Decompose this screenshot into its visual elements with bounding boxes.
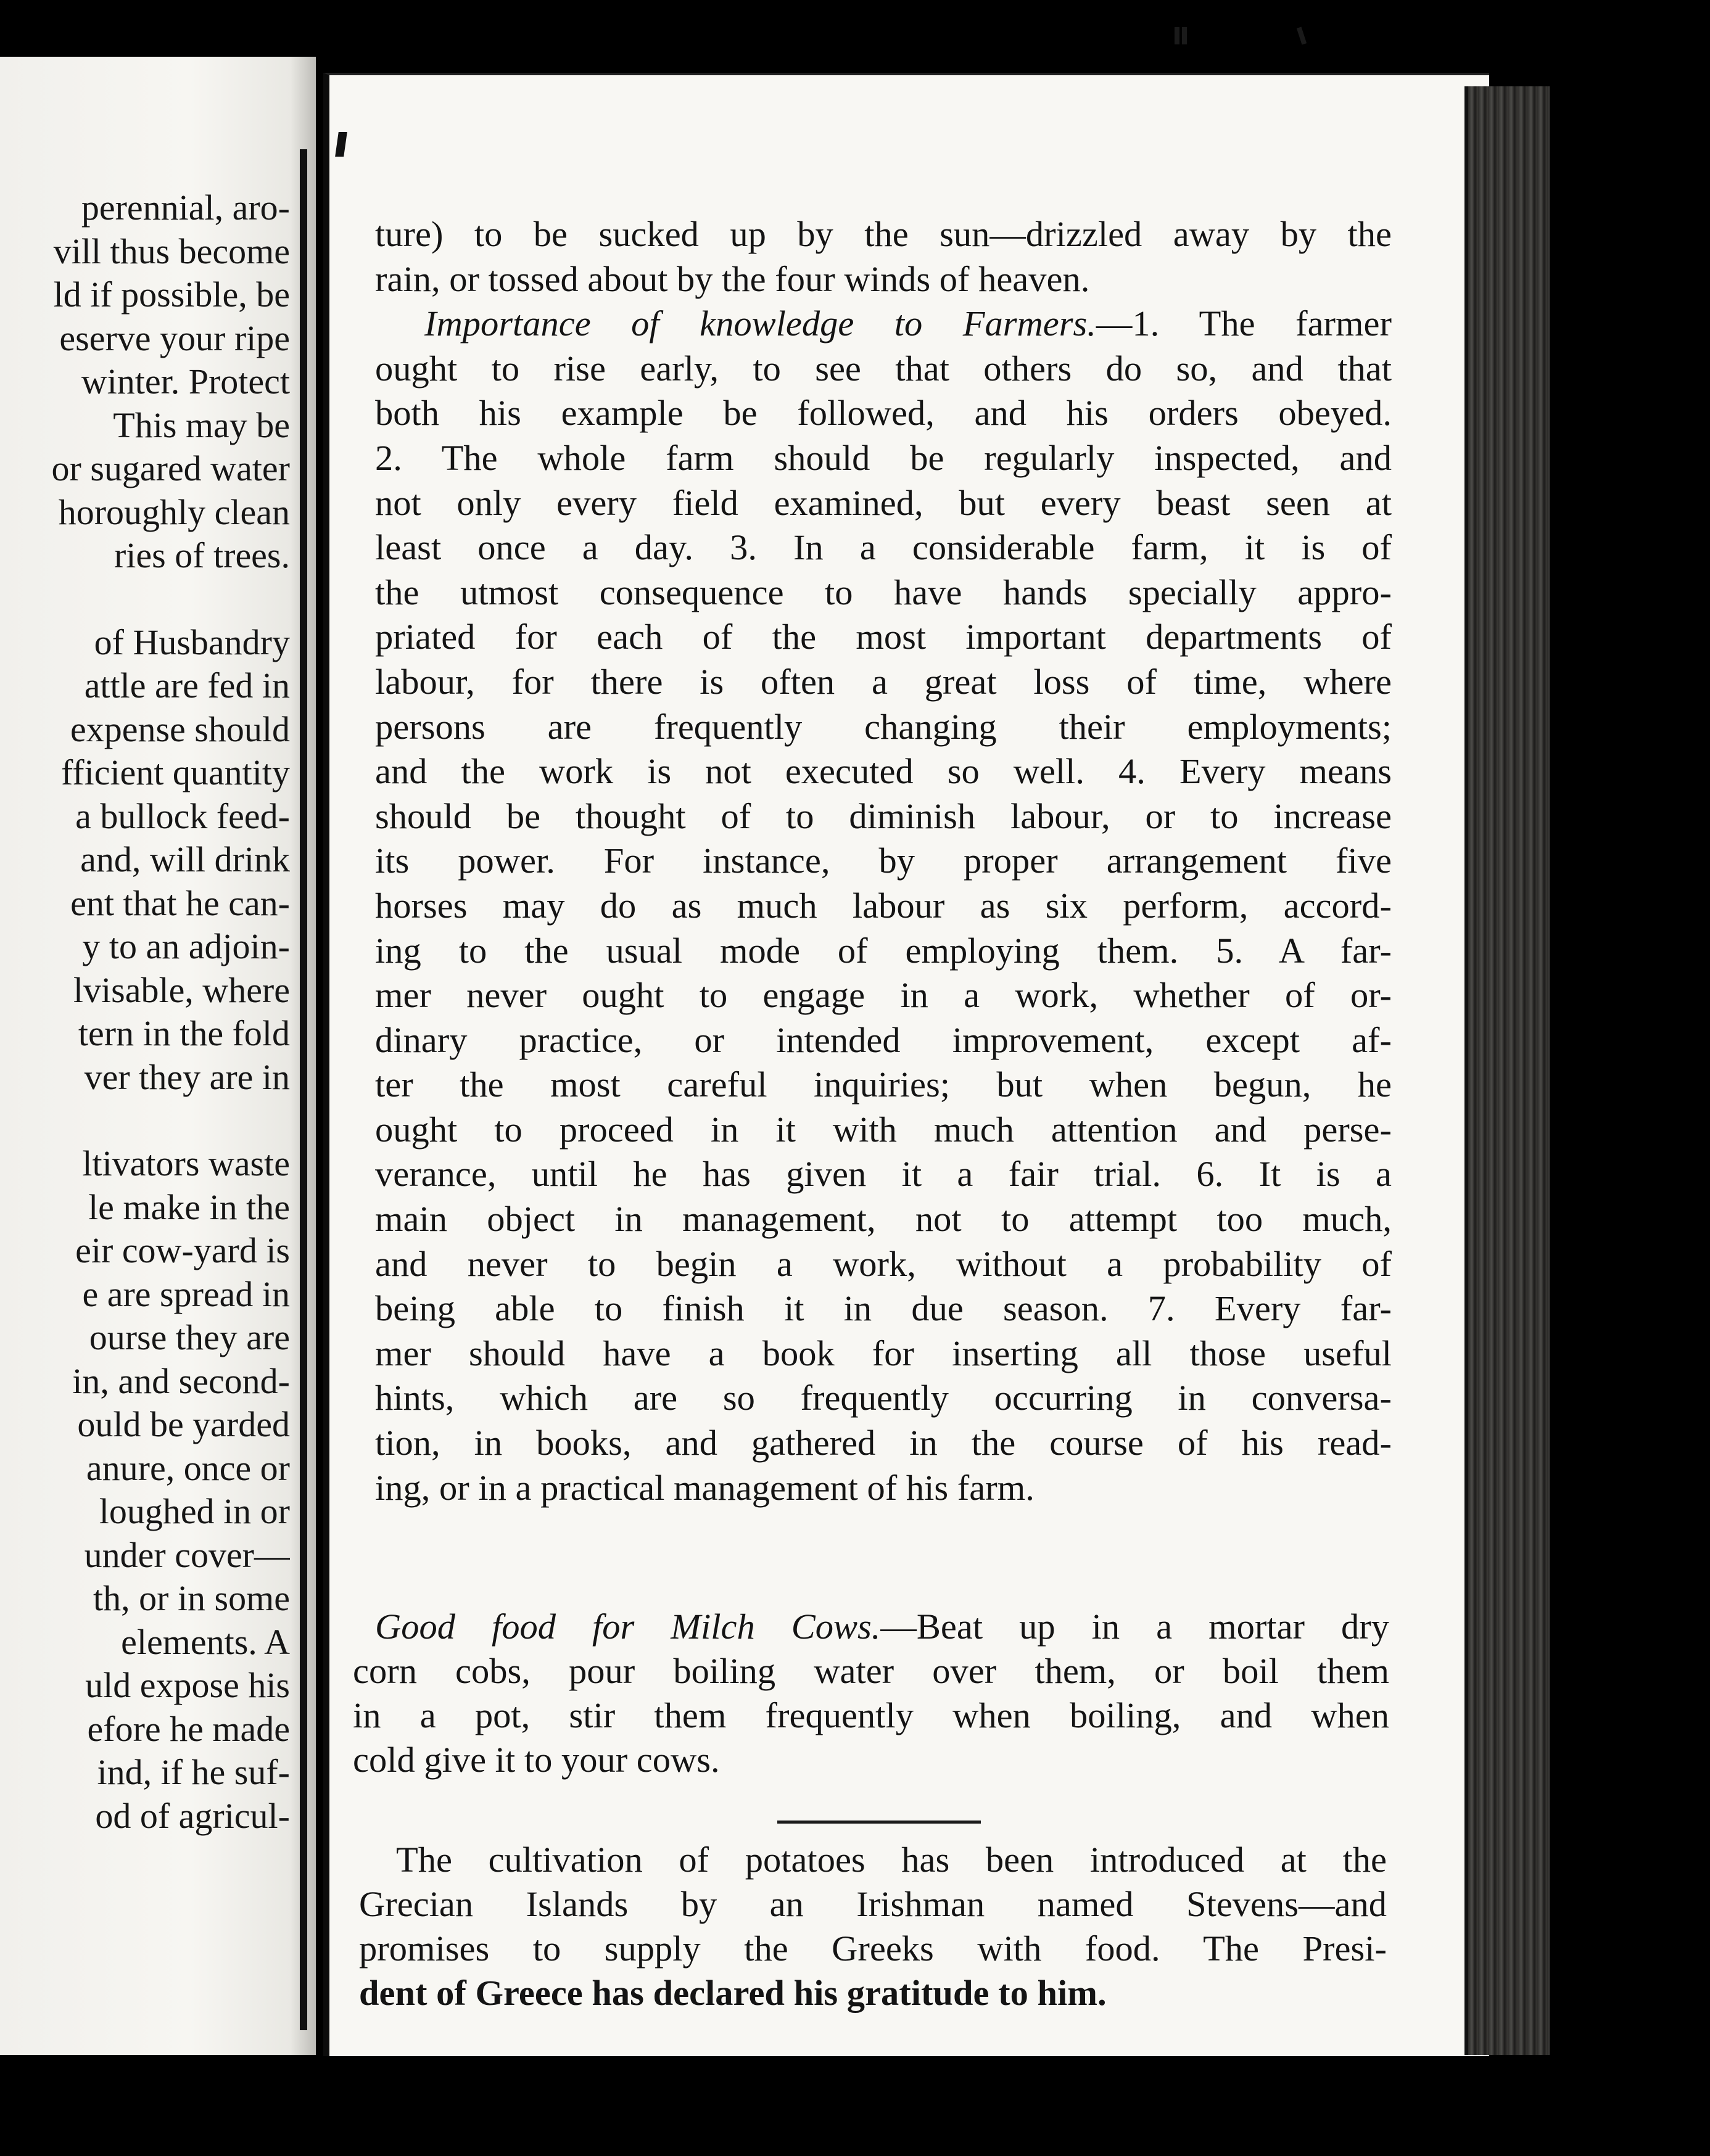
text-line: ter the most careful inquiries; but when begun, he	[375, 1064, 1392, 1105]
text-line: and never to begin a work, without a probability of	[375, 1243, 1392, 1284]
text-line: not only every field examined, but every beast seen at	[375, 482, 1392, 523]
facing-page-line: and, will drink	[80, 839, 290, 879]
text-line: dinary practice, or intended improvement, except af-	[375, 1019, 1392, 1060]
facing-page-line: le make in the	[88, 1187, 290, 1227]
facing-page-line: perennial, aro-	[81, 187, 290, 228]
text-line: both his example be followed, and his orders obeyed.	[375, 393, 1392, 434]
facing-page-line: ourse they are	[89, 1317, 290, 1357]
text-line: being able to finish it in due season. 7. Every far-	[375, 1288, 1392, 1329]
text-line: ought to rise early, to see that others do so, and that	[375, 348, 1392, 389]
text-line: 2. The whole farm should be regularly inspected, and	[375, 437, 1392, 478]
facing-page-line: ent that he can-	[70, 883, 290, 923]
facing-page-line: under cover—	[84, 1534, 290, 1575]
facing-page-left	[0, 54, 316, 2055]
facing-page-line: th, or in some	[93, 1578, 290, 1618]
text-line-rest: —Beat up in a mortar dry	[880, 1607, 1389, 1647]
text-line: horses may do as much labour as six perform, accord-	[375, 885, 1392, 926]
text-line: priated for each of the most important departments of	[375, 617, 1392, 657]
text-line: mer never ought to engage in a work, whether of or-	[375, 975, 1392, 1016]
text-line: ing to the usual mode of employing them. 5. A far-	[375, 930, 1392, 971]
facing-page-line: loughed in or	[99, 1491, 290, 1531]
facing-page-line: tern in the fold	[78, 1013, 290, 1053]
text-line: labour, for there is often a great loss of time, where	[375, 661, 1392, 702]
facing-page-line: or sugared water	[51, 448, 290, 488]
text-line: rain, or tossed about by the four winds of heaven.	[375, 258, 1090, 299]
facing-page-line: uld expose his	[85, 1665, 290, 1705]
paragraph-gap	[0, 578, 290, 621]
facing-page-line: of Husbandry	[94, 622, 290, 662]
facing-page-line: eir cow-yard is	[75, 1230, 290, 1270]
facing-page-line: a bullock feed-	[75, 796, 290, 836]
facing-page-line: ries of trees.	[114, 535, 290, 575]
text-line: cold give it to your cows.	[353, 1740, 720, 1780]
facing-page-line: y to an adjoin-	[82, 926, 290, 966]
facing-page-line: efore he made	[87, 1708, 290, 1749]
facing-page-line: fficient quantity	[61, 752, 290, 792]
text-line: tion, in books, and gathered in the course of his read-	[375, 1423, 1392, 1463]
page-mark	[335, 132, 347, 157]
page-edges	[1464, 86, 1550, 2055]
scan-mark	[1175, 27, 1179, 44]
facing-page-line: in, and second-	[72, 1360, 290, 1401]
facing-page-line: od of agricul-	[95, 1795, 290, 1836]
page-gutter	[300, 149, 307, 2030]
text-line: ture) to be sucked up by the sun—drizzled away by the	[375, 214, 1392, 254]
facing-page-text	[0, 186, 290, 1838]
text-line: mer should have a book for inserting all those useful	[375, 1333, 1392, 1373]
text-line: its power. For instance, by proper arrangement five	[375, 841, 1392, 881]
facing-page-line: e are spread in	[82, 1273, 290, 1314]
news-lines	[359, 1838, 1387, 2015]
facing-page-line: vill thus become	[53, 231, 290, 271]
facing-page-line: ind, if he suf-	[97, 1752, 290, 1792]
facing-page-line: eserve your ripe	[59, 318, 290, 358]
text-line: least once a day. 3. In a considerable farm, it is of	[375, 527, 1392, 568]
recipe-heading-line	[353, 1605, 1389, 1649]
paragraph-gap	[0, 1099, 290, 1142]
facing-page-line: ltivators waste	[82, 1143, 290, 1183]
recipe-paragraph	[353, 1605, 1389, 1782]
facing-page-line: anure, once or	[86, 1447, 290, 1488]
text-line: Grecian Islands by an Irishman named Stevens—and	[359, 1884, 1387, 1924]
facing-page-line: expense should	[70, 709, 290, 749]
scan-mark	[1182, 27, 1187, 44]
text-line: corn cobs, pour boiling water over them, or boil them	[353, 1651, 1389, 1691]
text-line: should be thought of to diminish labour, or to increase	[375, 796, 1392, 836]
text-line: ought to proceed in it with much attention and perse-	[375, 1109, 1392, 1150]
facing-page-line: horoughly clean	[58, 492, 290, 532]
facing-page-line: ld if possible, be	[53, 274, 290, 315]
text-line: promises to supply the Greeks with food. The Presi-	[359, 1928, 1387, 1969]
article-body	[375, 212, 1392, 1510]
text-line: in a pot, stir them frequently when boiling, and when	[353, 1695, 1389, 1735]
recipe-lines	[353, 1649, 1389, 1782]
text-line-rest: —1. The farmer	[1096, 303, 1392, 344]
text-line: the utmost consequence to have hands specially appro-	[375, 572, 1392, 612]
facing-page-line: This may be	[113, 405, 290, 445]
facing-page-line: lvisable, where	[73, 969, 290, 1010]
section-heading-recipe: Good food for Milch Cows.	[375, 1607, 881, 1647]
news-paragraph	[359, 1838, 1387, 2015]
text-line: main object in management, not to attempt too much,	[375, 1199, 1392, 1240]
facing-page-line: elements. A	[121, 1621, 290, 1662]
text-line: verance, until he has given it a fair trial. 6. It is a	[375, 1154, 1392, 1195]
text-line: and the work is not executed so well. 4. Every means	[375, 751, 1392, 792]
facing-page-line: ould be yarded	[77, 1404, 290, 1444]
knowledge-paragraph	[375, 347, 1392, 1510]
facing-page-line: attle are fed in	[84, 665, 290, 706]
facing-page-line: ver they are in	[84, 1056, 290, 1097]
facing-page-line: winter. Protect	[81, 361, 290, 401]
knowledge-heading-line	[375, 302, 1392, 347]
text-line: persons are frequently changing their employments;	[375, 706, 1392, 747]
text-line: hints, which are so frequently occurring in conversa-	[375, 1378, 1392, 1418]
section-heading-knowledge: Importance of knowledge to Farmers.	[424, 303, 1096, 344]
section-divider	[777, 1821, 981, 1824]
scan-mark	[1297, 27, 1307, 44]
text-line: The cultivation of potatoes has been introduced at the	[396, 1840, 1387, 1880]
text-line: ing, or in a practical management of his farm.	[375, 1467, 1035, 1508]
text-line: dent of Greece has declared his gratitude to him.	[359, 1973, 1107, 2013]
main-page	[323, 73, 1489, 2056]
